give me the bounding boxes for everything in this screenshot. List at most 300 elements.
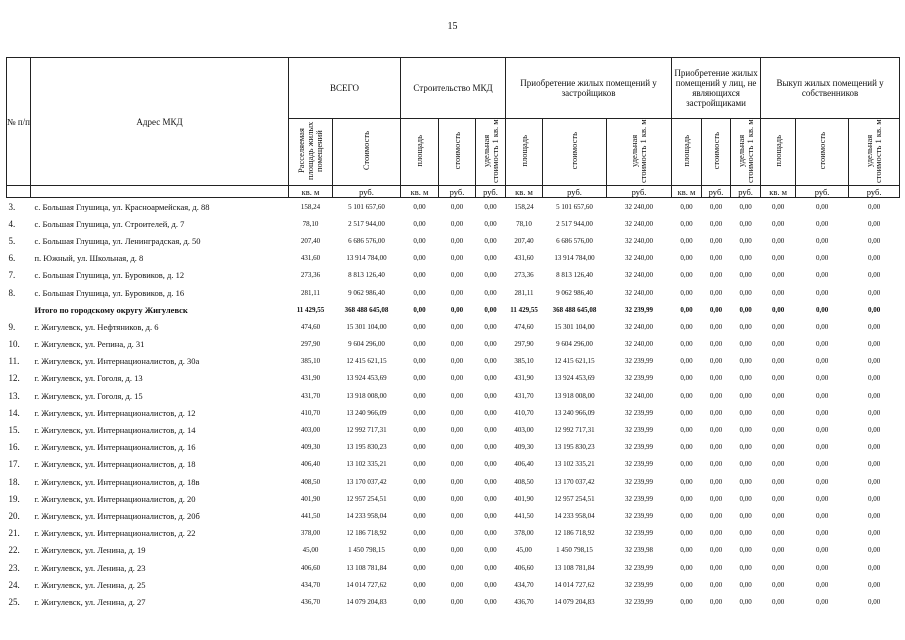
table-row	[7, 232, 900, 249]
unit-rub: руб.	[607, 186, 672, 198]
row-value: 15 301 104,00	[346, 322, 387, 331]
row-value: 0,00	[815, 597, 829, 606]
row-value: 0,00	[450, 546, 464, 555]
row-value: 0,00	[709, 254, 723, 263]
row-value: 32 239,99	[625, 529, 654, 538]
row-value: 0,00	[709, 322, 723, 331]
row-address: г. Жигулевск, ул. Нефтяников, д. 6	[34, 321, 159, 332]
row-value: 0,00	[413, 202, 426, 211]
row-value: 0,00	[680, 546, 693, 555]
header-group-developers: Приобретение жилых помещений у застройщиков	[506, 58, 672, 119]
total-row	[7, 301, 900, 318]
row-value: 0,00	[450, 357, 464, 366]
row-value: 0,00	[680, 426, 693, 435]
unit-rub: руб.	[731, 186, 761, 198]
row-address: с. Большая Глушица, ул. Буровиков, д. 12	[34, 270, 185, 281]
row-value: 0,00	[867, 357, 881, 366]
row-value: 0,00	[771, 563, 785, 572]
row-value: 0,00	[815, 494, 829, 503]
row-value: 13 918 008,00	[554, 391, 595, 400]
row-value: 0,00	[867, 202, 881, 211]
row-value: 9 062 986,40	[348, 288, 385, 297]
page-number: 15	[447, 21, 458, 32]
row-address: г. Жигулевск, ул. Интернационалистов, д. 18в	[34, 476, 200, 487]
row-value: 0,00	[771, 288, 785, 297]
row-value: 436,70	[514, 597, 534, 606]
row-value: 0,00	[709, 305, 723, 314]
unit-sqm: кв. м	[289, 186, 333, 198]
row-value: 0,00	[739, 357, 752, 366]
row-value: 0,00	[484, 236, 497, 245]
row-value: 0,00	[680, 460, 693, 469]
row-value: 0,00	[867, 426, 881, 435]
row-value: 32 239,99	[625, 443, 654, 452]
row-number: 10.	[8, 339, 20, 350]
row-value: 0,00	[450, 254, 464, 263]
row-number: 18.	[8, 476, 20, 487]
row-value: 297,90	[300, 340, 321, 349]
unit-empty-address	[31, 186, 289, 198]
row-value: 0,00	[739, 254, 752, 263]
row-address: г. Жигулевск, ул. Гоголя, д. 13	[34, 373, 143, 384]
row-value: 403,00	[514, 426, 534, 435]
row-value: 0,00	[484, 460, 497, 469]
row-value: 0,00	[815, 426, 829, 435]
row-value: 0,00	[680, 236, 693, 245]
row-value: 0,00	[739, 563, 752, 572]
row-value: 0,00	[680, 254, 693, 263]
row-value: 0,00	[739, 460, 752, 469]
row-value: 32 240,00	[625, 391, 654, 400]
row-value: 8 813 126,40	[348, 271, 385, 280]
row-value: 0,00	[867, 288, 881, 297]
row-value: 0,00	[709, 357, 723, 366]
row-value: 0,00	[709, 271, 723, 280]
table-row	[7, 353, 900, 370]
row-value: 0,00	[484, 546, 497, 555]
row-value: 431,60	[300, 254, 321, 263]
row-value: 0,00	[709, 202, 723, 211]
row-value: 13 195 830,23	[554, 443, 595, 452]
header-group-total: ВСЕГО	[289, 58, 401, 119]
row-value: 0,00	[739, 477, 752, 486]
row-address: с. Большая Глушица, ул. Красноармейская, д. 88	[34, 201, 210, 212]
header-group-construction: Строительство МКД	[401, 58, 506, 119]
row-value: 0,00	[484, 254, 497, 263]
row-value: 0,00	[484, 511, 497, 520]
row-value: 14 079 204,83	[554, 597, 595, 606]
row-value: 403,00	[300, 426, 321, 435]
row-value: 401,90	[300, 494, 321, 503]
row-address: г. Жигулевск, ул. Интернационалистов, д. 12	[34, 407, 196, 418]
row-number: 5.	[8, 235, 16, 246]
row-value: 0,00	[815, 236, 829, 245]
row-value: 0,00	[413, 426, 426, 435]
header-nondevelopers-area: площадь	[672, 119, 702, 186]
row-value: 0,00	[771, 426, 785, 435]
table-row	[7, 490, 900, 507]
row-value: 0,00	[739, 546, 752, 555]
row-value: 0,00	[771, 580, 785, 589]
row-number: 8.	[8, 287, 16, 298]
row-value: 2 517 944,00	[348, 219, 385, 228]
table-row	[7, 421, 900, 438]
row-value: 0,00	[450, 340, 464, 349]
row-value: 45,00	[516, 546, 532, 555]
header-group-nondevelopers: Приобретение жилых помещений у лиц, не являющихся застройщиками	[672, 58, 761, 119]
row-value: 0,00	[484, 357, 497, 366]
row-value: 32 240,00	[625, 322, 654, 331]
row-number: 14.	[8, 407, 20, 418]
row-value: 0,00	[815, 529, 829, 538]
row-number: 11.	[8, 356, 20, 367]
row-value: 368 488 645,08	[344, 305, 389, 314]
row-value: 6 686 576,00	[556, 236, 593, 245]
row-value: 0,00	[771, 408, 785, 417]
row-value: 0,00	[413, 374, 426, 383]
row-value: 0,00	[484, 477, 497, 486]
row-value: 273,36	[300, 271, 321, 280]
row-value: 410,70	[514, 408, 534, 417]
row-value: 13 924 453,69	[554, 374, 595, 383]
row-value: 0,00	[867, 443, 881, 452]
row-value: 11 429,55	[296, 305, 325, 314]
row-address: с. Большая Глушица, ул. Буровиков, д. 16	[34, 287, 185, 298]
row-value: 0,00	[680, 374, 693, 383]
header-nondevelopers-unit-cost: удельная стоимость 1 кв. м	[731, 119, 761, 186]
row-value: 0,00	[484, 219, 497, 228]
row-value: 431,90	[514, 374, 534, 383]
row-address: г. Жигулевск, ул. Ленина, д. 19	[34, 545, 146, 556]
unit-sqm: кв. м	[672, 186, 702, 198]
row-value: 0,00	[709, 511, 723, 520]
row-value: 0,00	[680, 305, 693, 314]
row-value: 11 429,55	[510, 305, 538, 314]
table-row	[7, 370, 900, 387]
row-value: 0,00	[739, 494, 752, 503]
row-value: 0,00	[867, 374, 881, 383]
row-value: 12 415 621,15	[554, 357, 595, 366]
row-value: 281,11	[514, 288, 534, 297]
row-value: 0,00	[413, 219, 426, 228]
row-value: 0,00	[867, 477, 881, 486]
row-value: 0,00	[450, 511, 464, 520]
row-address: г. Жигулевск, ул. Интернационалистов, д. 14	[34, 425, 196, 436]
row-value: 0,00	[450, 305, 464, 314]
row-value: 0,00	[680, 494, 693, 503]
row-value: 368 488 645,08	[552, 305, 597, 314]
row-value: 0,00	[815, 322, 829, 331]
header-owners-area: площадь	[761, 119, 796, 186]
row-value: 406,40	[514, 460, 534, 469]
row-value: 431,60	[514, 254, 534, 263]
row-value: 32 239,99	[625, 511, 654, 520]
row-value: 0,00	[709, 443, 723, 452]
row-value: 0,00	[771, 374, 785, 383]
row-value: 0,00	[815, 357, 829, 366]
row-value: 0,00	[450, 443, 464, 452]
row-value: 13 918 008,00	[346, 391, 387, 400]
header-construction-unit-cost: удельная стоимость 1 кв. м	[476, 119, 506, 186]
row-value: 0,00	[413, 305, 426, 314]
row-value: 0,00	[413, 529, 426, 538]
header-owners-cost: стоимость	[796, 119, 849, 186]
row-value: 0,00	[484, 322, 497, 331]
row-value: 207,40	[300, 236, 321, 245]
unit-sqm: кв. м	[401, 186, 439, 198]
resettlement-table	[6, 57, 900, 611]
row-value: 9 604 296,00	[556, 340, 593, 349]
row-value: 0,00	[739, 374, 752, 383]
row-value: 0,00	[815, 374, 829, 383]
row-value: 32 240,00	[625, 288, 654, 297]
row-value: 13 102 335,21	[346, 460, 387, 469]
row-value: 32 239,99	[625, 408, 654, 417]
row-value: 13 170 037,42	[554, 477, 595, 486]
row-value: 0,00	[815, 305, 829, 314]
unit-rub: руб.	[439, 186, 476, 198]
row-value: 13 102 335,21	[554, 460, 595, 469]
header-construction-cost: стоимость	[439, 119, 476, 186]
table-row	[7, 198, 900, 216]
row-value: 32 239,99	[625, 597, 654, 606]
row-number: 12.	[8, 373, 20, 384]
row-value: 410,70	[300, 408, 321, 417]
row-value: 0,00	[413, 408, 426, 417]
row-value: 45,00	[302, 546, 319, 555]
row-address: г. Жигулевск, ул. Ленина, д. 25	[34, 579, 146, 590]
row-value: 0,00	[739, 529, 752, 538]
row-value: 0,00	[739, 511, 752, 520]
header-total-cost: Стоимость	[333, 119, 401, 186]
row-value: 0,00	[771, 546, 785, 555]
row-value: 0,00	[739, 597, 752, 606]
row-value: 12 957 254,51	[346, 494, 387, 503]
row-value: 0,00	[815, 460, 829, 469]
row-value: 431,70	[300, 391, 321, 400]
row-value: 0,00	[739, 202, 752, 211]
row-value: 434,70	[514, 580, 534, 589]
row-value: 14 014 727,62	[554, 580, 595, 589]
row-value: 32 239,99	[625, 580, 654, 589]
header-num: № п/п	[7, 58, 31, 186]
row-value: 1 450 798,15	[348, 546, 385, 555]
row-value: 0,00	[413, 511, 426, 520]
row-value: 0,00	[867, 460, 881, 469]
row-value: 297,90	[514, 340, 534, 349]
row-value: 78,10	[516, 219, 532, 228]
row-value: 13 170 037,42	[346, 477, 387, 486]
row-value: 9 604 296,00	[348, 340, 385, 349]
table-row	[7, 593, 900, 610]
row-value: 0,00	[709, 580, 723, 589]
row-value: 0,00	[484, 494, 497, 503]
row-value: 0,00	[771, 391, 785, 400]
table-row	[7, 267, 900, 284]
row-value: 0,00	[867, 236, 881, 245]
row-value: 0,00	[867, 580, 881, 589]
row-value: 0,00	[680, 271, 693, 280]
row-value: 0,00	[867, 391, 881, 400]
row-value: 158,24	[514, 202, 534, 211]
row-value: 32 239,99	[625, 460, 654, 469]
row-value: 0,00	[771, 305, 785, 314]
row-value: 385,10	[514, 357, 534, 366]
row-value: 0,00	[450, 374, 464, 383]
row-value: 32 239,99	[625, 426, 654, 435]
row-value: 0,00	[680, 597, 693, 606]
row-value: 0,00	[680, 511, 693, 520]
row-value: 0,00	[771, 494, 785, 503]
row-address: г. Жигулевск, ул. Гоголя, д. 15	[34, 390, 143, 401]
row-value: 0,00	[739, 305, 752, 314]
row-value: 431,70	[514, 391, 534, 400]
row-value: 0,00	[739, 322, 752, 331]
table-body	[7, 198, 900, 611]
row-value: 0,00	[450, 460, 464, 469]
unit-rub: руб.	[849, 186, 900, 198]
row-value: 0,00	[450, 202, 464, 211]
row-value: 207,40	[514, 236, 534, 245]
row-value: 0,00	[815, 219, 829, 228]
row-value: 0,00	[815, 288, 829, 297]
row-value: 0,00	[815, 408, 829, 417]
row-value: 32 239,99	[625, 374, 654, 383]
row-value: 5 101 657,60	[556, 202, 593, 211]
table-row	[7, 404, 900, 421]
row-value: 12 992 717,31	[346, 426, 387, 435]
row-value: 0,00	[739, 236, 752, 245]
unit-rub: руб.	[796, 186, 849, 198]
row-value: 12 415 621,15	[346, 357, 387, 366]
table-row	[7, 559, 900, 576]
row-value: 0,00	[815, 563, 829, 572]
unit-empty-num	[7, 186, 31, 198]
row-value: 32 239,99	[625, 494, 654, 503]
row-value: 0,00	[413, 288, 426, 297]
row-value: 0,00	[709, 219, 723, 228]
unit-rub: руб.	[702, 186, 731, 198]
row-value: 0,00	[484, 443, 497, 452]
row-value: 0,00	[771, 460, 785, 469]
row-value: 0,00	[413, 597, 426, 606]
row-value: 0,00	[484, 529, 497, 538]
row-number: 17.	[8, 459, 20, 470]
header-resettled-area: Расселяемая площадь жилых помещений	[289, 119, 333, 186]
row-address: Итого по городскому округу Жигулевск	[34, 304, 188, 315]
unit-sqm: кв. м	[761, 186, 796, 198]
row-value: 32 239,99	[625, 477, 654, 486]
row-value: 13 924 453,69	[346, 374, 387, 383]
row-value: 0,00	[680, 288, 693, 297]
row-address: г. Жигулевск, ул. Репина, д. 31	[34, 339, 145, 350]
row-value: 474,60	[514, 322, 534, 331]
row-value: 0,00	[771, 271, 785, 280]
row-value: 0,00	[739, 426, 752, 435]
row-value: 0,00	[739, 391, 752, 400]
row-value: 0,00	[867, 271, 881, 280]
header-owners-unit-cost: удельная стоимость 1 кв. м	[849, 119, 900, 186]
row-value: 12 992 717,31	[554, 426, 595, 435]
row-value: 0,00	[484, 426, 497, 435]
row-address: п. Южный, ул. Школьная, д. 8	[34, 253, 144, 264]
row-value: 6 686 576,00	[348, 236, 385, 245]
row-value: 0,00	[867, 529, 881, 538]
row-value: 0,00	[450, 236, 464, 245]
row-value: 0,00	[413, 357, 426, 366]
row-value: 0,00	[484, 374, 497, 383]
row-value: 0,00	[413, 391, 426, 400]
unit-sqm: кв. м	[506, 186, 543, 198]
row-value: 0,00	[709, 460, 723, 469]
row-value: 0,00	[739, 580, 752, 589]
row-value: 0,00	[867, 340, 881, 349]
row-value: 13 914 784,00	[554, 254, 595, 263]
row-address: г. Жигулевск, ул. Интернационалистов, д. 16	[34, 442, 196, 453]
row-value: 0,00	[413, 460, 426, 469]
row-value: 0,00	[867, 219, 881, 228]
unit-rub: руб.	[333, 186, 401, 198]
row-value: 0,00	[867, 597, 881, 606]
row-value: 0,00	[709, 597, 723, 606]
row-number: 15.	[8, 425, 20, 436]
header-developers-area: площадь	[506, 119, 543, 186]
row-value: 408,50	[514, 477, 534, 486]
row-value: 32 240,00	[625, 254, 654, 263]
row-value: 0,00	[484, 563, 497, 572]
row-value: 9 062 986,40	[556, 288, 593, 297]
row-address: г. Жигулевск, ул. Ленина, д. 27	[34, 596, 146, 607]
row-value: 436,70	[300, 597, 321, 606]
row-value: 0,00	[680, 219, 693, 228]
row-value: 474,60	[300, 322, 321, 331]
row-value: 0,00	[450, 494, 464, 503]
row-address: г. Жигулевск, ул. Интернационалистов, д. 22	[34, 528, 196, 539]
row-value: 0,00	[867, 546, 881, 555]
row-value: 32 240,00	[625, 236, 654, 245]
row-value: 2 517 944,00	[556, 219, 593, 228]
table-row	[7, 387, 900, 404]
row-value: 0,00	[709, 477, 723, 486]
row-number: 25.	[8, 596, 20, 607]
row-value: 441,50	[514, 511, 534, 520]
row-value: 0,00	[739, 219, 752, 228]
row-value: 409,30	[514, 443, 534, 452]
row-value: 32 240,00	[625, 219, 654, 228]
row-value: 12 186 718,92	[346, 529, 387, 538]
row-value: 0,00	[771, 477, 785, 486]
row-value: 378,00	[514, 529, 534, 538]
row-value: 0,00	[450, 391, 464, 400]
header-construction-area: площадь	[401, 119, 439, 186]
row-value: 0,00	[450, 322, 464, 331]
row-value: 78,10	[302, 219, 319, 228]
row-number	[7, 301, 31, 318]
row-number: 24.	[8, 579, 20, 590]
row-value: 0,00	[867, 305, 881, 314]
row-value: 0,00	[450, 563, 464, 572]
row-value: 0,00	[413, 563, 426, 572]
row-value: 0,00	[413, 580, 426, 589]
row-value: 0,00	[771, 202, 785, 211]
row-value: 0,00	[709, 288, 723, 297]
row-value: 13 240 966,09	[554, 408, 595, 417]
row-number: 3.	[8, 201, 16, 212]
row-value: 0,00	[413, 443, 426, 452]
row-value: 13 195 830,23	[346, 443, 387, 452]
row-value: 0,00	[815, 546, 829, 555]
row-value: 12 957 254,51	[554, 494, 595, 503]
